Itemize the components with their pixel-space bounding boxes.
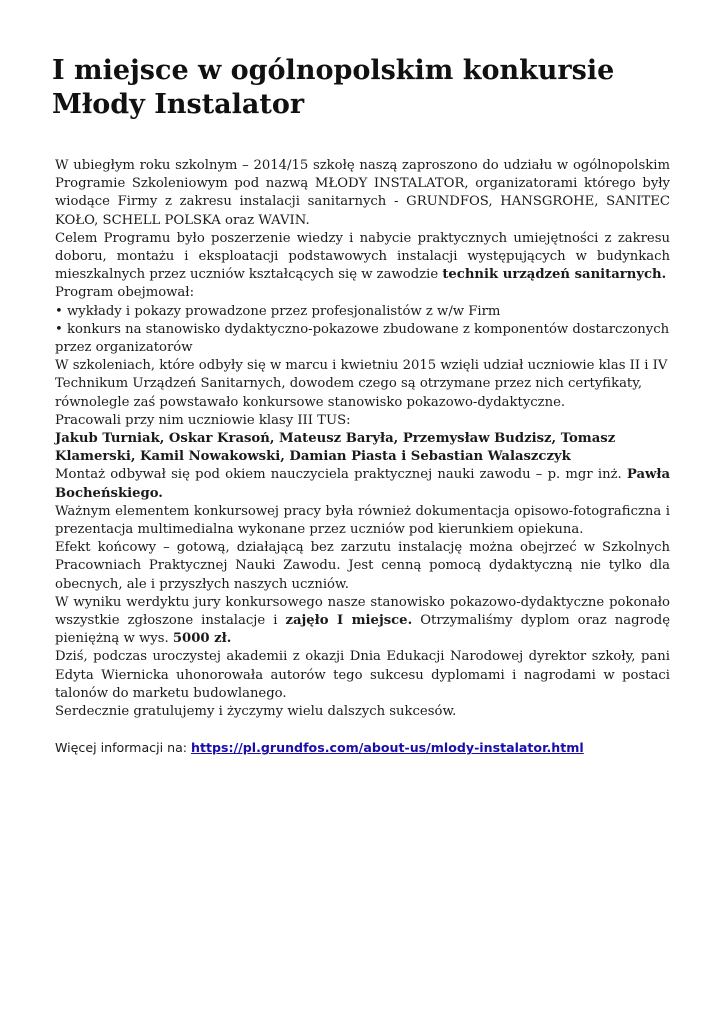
paragraph-trainings: W szkoleniach, które odbyły się w marcu i kwietniu 2015 wzięli udział uczniowie klas II i IV Technikum Urządzeń Sanitarnych, dowodem czego są otrzymane przez nich certyfikaty, równolegle zaś powstawało konkursowe stanowisko pokazowo-dydaktyczne. (55, 358, 668, 410)
paragraph-supervisor (55, 466, 670, 502)
verdict-place: zajęło I miejsce. (285, 613, 413, 629)
more-info-label: Więcej informacji na: (55, 740, 192, 756)
students-list: Jakub Turniak, Oskar Krasoń, Mateusz Baryła, Przemysław Budzisz, Tomasz Klamerski, Kamil Nowakowski, Damian Piasta i Sebastian Walaszczyk (55, 431, 616, 465)
prize-amount: 5000 zł. (172, 631, 232, 647)
profession-name: technik urządzeń sanitarnych. (442, 267, 667, 283)
paragraph-result: Efekt końcowy – gotową, działającą bez zarzutu instalację można obejrzeć w Szkolnych Pracowniach Praktycznej Nauki Zawodu. Jest cenną pomocą dydaktyczną nie tylko dla obecnych, ale i przyszłych naszych uczniów. (55, 540, 670, 592)
paragraph-supervisor-text: Montaż odbywał się pod okiem nauczyciela praktycznej nauki zawodu – p. mgr inż. (55, 467, 627, 483)
paragraph-congratulations: Serdecznie gratulujemy i życzymy wielu dalszych sukcesów. (55, 704, 457, 720)
program-bullet-contest: • konkurs na stanowisko dydaktyczno-pokazowe zbudowane z komponentów dostarczonych przez organizatorów (55, 321, 670, 356)
paragraph-documentation: Ważnym elementem konkursowej pracy była również dokumentacja opisowo-fotograficzna i prezentacja multimedialna wykonane przez uczniów pod kierunkiem opiekuna. (55, 503, 670, 538)
more-info-line (55, 739, 670, 758)
spacer (55, 721, 670, 739)
verdict-text-1: W wyniku werdyktu jury konkursowego nasze stanowisko pokazowo-dydaktyczne pokonało wszystkie zgłoszone instalacje i (55, 594, 670, 629)
paragraph-ceremony: Dziś, podczas uroczystej akademii z okazji Dnia Edukacji Narodowej dyrektor szkoły, pani Edyta Wiernicka uhonorowała autorów tego sukcesu dyplomami i nagrodami w postaci talonów do marketu budowlanego. (55, 649, 670, 701)
paragraph-verdict (55, 594, 670, 649)
paragraph-goal-text: Celem Programu było poszerzenie wiedzy i nabycie praktycznych umiejętności z zakresu doboru, montażu i eksploatacji podstawowych instalacji występujących w budynkach mieszkalnych przez uczniów kształcących się w zawodzie (55, 230, 670, 283)
paragraph-intro: W ubiegłym roku szkolnym – 2014/15 szkołę naszą zaproszono do udziału w ogólnopolskim Programie Szkoleniowym pod nazwą MŁODY INSTALATOR, organizatorami którego były wiodące Firmy z zakresu instalacji sanitarnych - GRUNDFOS, HANSGROHE, SANITEC KOŁO, SCHELL POLSKA oraz WAVIN. (55, 158, 670, 228)
grundfos-link[interactable]: https://pl.grundfos.com/about-us/mlody-instalator.html (191, 740, 584, 756)
program-bullet-lectures: • wykłady i pokazy prowadzone przez profesjonalistów z w/w Firm (55, 303, 501, 319)
paragraph-goal (55, 230, 670, 285)
verdict-text-2: Otrzymaliśmy dyplom oraz nagrodę pieniężną w wys. (55, 613, 671, 647)
paragraph-workers: Pracowali przy nim uczniowie klasy III TUS: (55, 412, 351, 428)
paragraph-program: Program obejmował: (55, 285, 195, 301)
supervisor-name: Pawła Bocheńskiego. (55, 467, 670, 501)
article-body (55, 157, 670, 759)
article-title: I miejsce w ogólnopolskim konkursie Młody Instalator (52, 55, 615, 120)
